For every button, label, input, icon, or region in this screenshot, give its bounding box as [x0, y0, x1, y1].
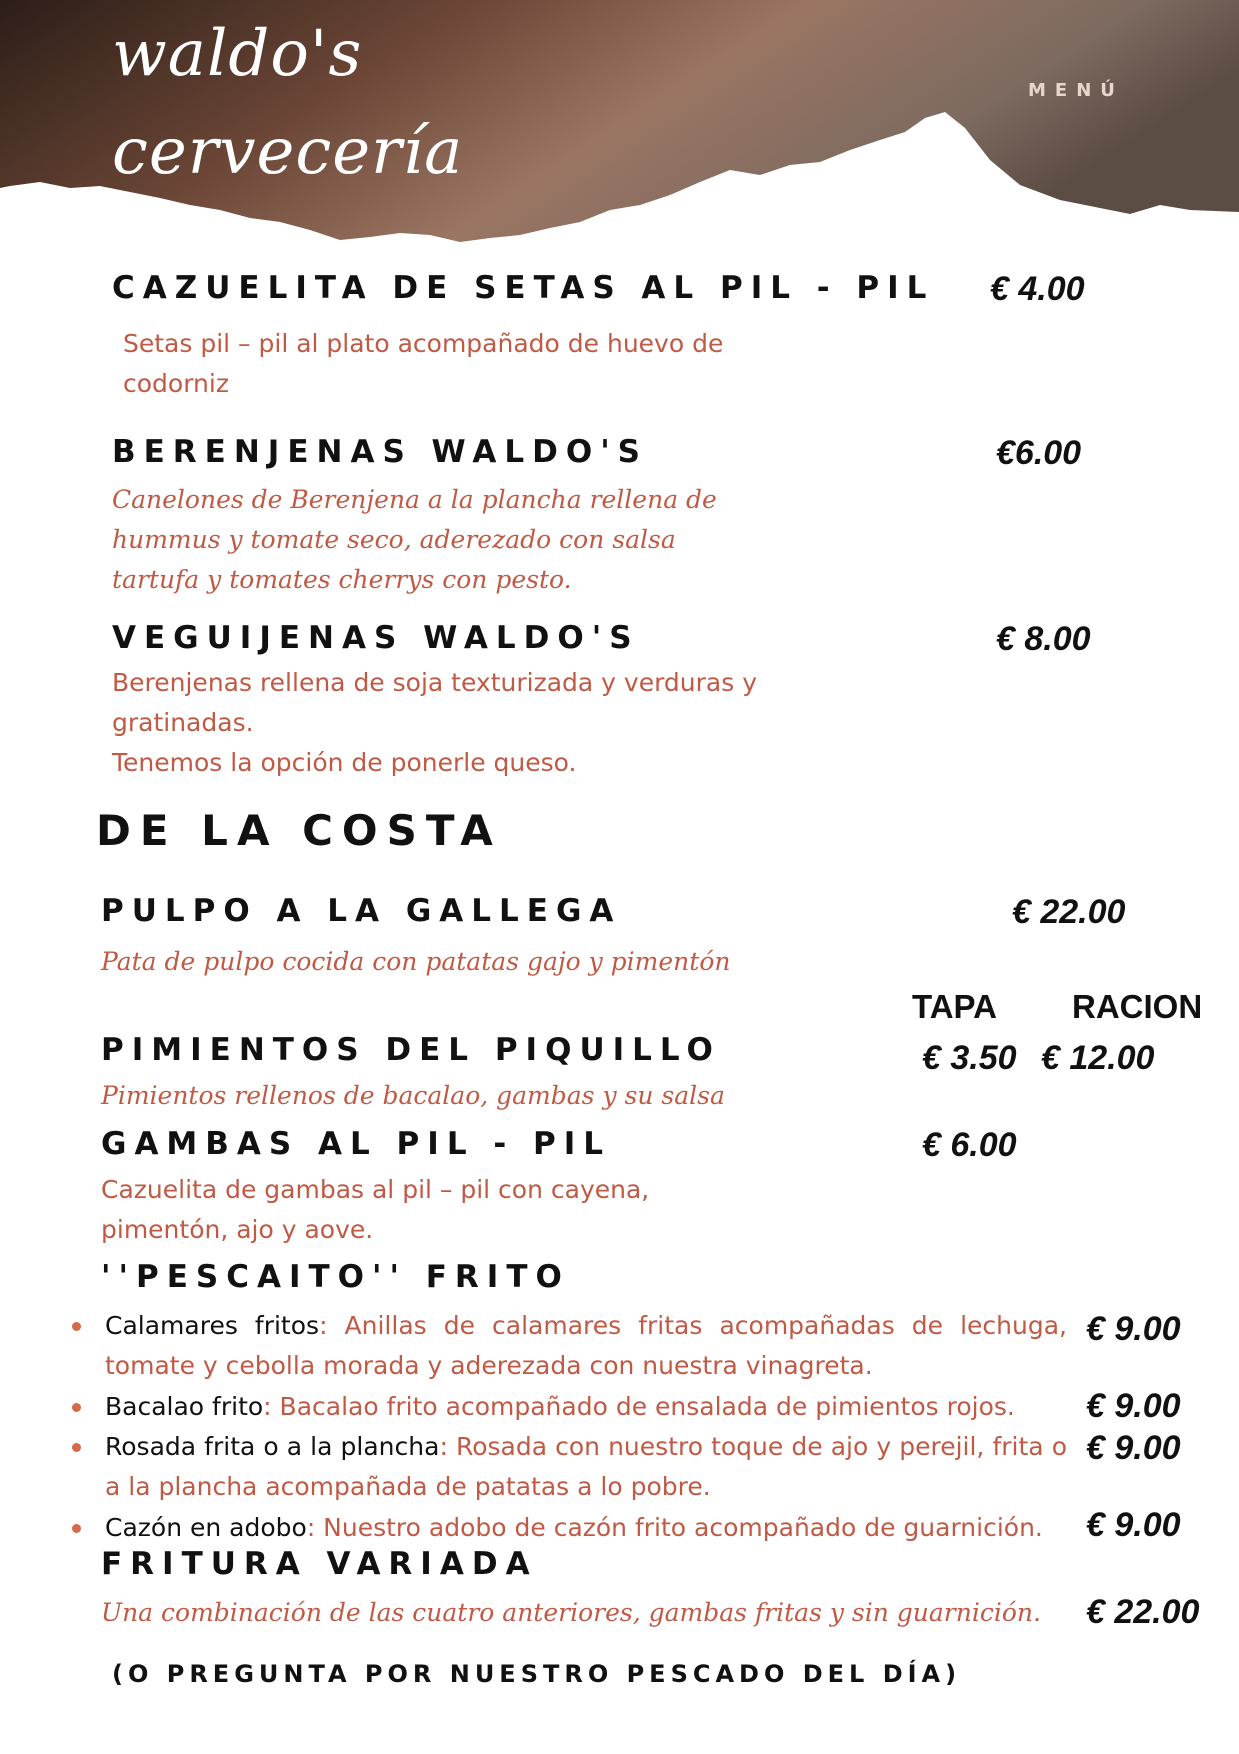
- list-item: [72, 1427, 1067, 1507]
- section-title-pescaito: ''PESCAITO'' FRITO: [101, 1259, 570, 1295]
- bullet-icon: [72, 1524, 81, 1533]
- item-desc-berenjenas: [112, 480, 717, 600]
- list-item-name: Cazón en adobo: [105, 1513, 307, 1542]
- list-item-desc: : Nuestro adobo de cazón frito acompañado de guarnición.: [306, 1513, 1043, 1542]
- item-title-cazuelita: CAZUELITA DE SETAS AL PIL - PIL: [112, 270, 935, 306]
- item-desc-veguijenas: [112, 663, 757, 783]
- item-title-berenjenas: BERENJENAS WALDO'S: [112, 434, 649, 470]
- item-title-fritura: FRITURA VARIADA: [101, 1546, 538, 1582]
- desc-line: tartufa y tomates cherrys con pesto.: [112, 565, 572, 594]
- item-title-pimientos: PIMIENTOS DEL PIQUILLO: [101, 1032, 721, 1068]
- column-header-racion: RACION: [1072, 988, 1203, 1025]
- item-title-gambas: GAMBAS AL PIL - PIL: [101, 1126, 612, 1162]
- brand-subtitle: cervecería: [112, 115, 464, 189]
- desc-line: Canelones de Berenjena a la plancha rellena de: [112, 485, 717, 514]
- list-item-name: Calamares fritos: [105, 1311, 320, 1340]
- brand-name: waldo's: [112, 17, 363, 91]
- item-desc-cazuelita: [123, 324, 723, 404]
- desc-line: Tenemos la opción de ponerle queso.: [112, 748, 577, 777]
- desc-line: Cazuelita de gambas al pil – pil con cayena,: [101, 1175, 650, 1204]
- section-title-costa: DE LA COSTA: [96, 806, 502, 855]
- desc-line: codorniz: [123, 369, 229, 398]
- menu-label: MENÚ: [1028, 80, 1124, 101]
- item-title-pulpo: PULPO A LA GALLEGA: [101, 893, 622, 929]
- desc-line: hummus y tomate seco, aderezado con salsa: [112, 525, 676, 554]
- item-price-gambas: € 6.00: [922, 1126, 1017, 1164]
- list-item-name: Rosada frita o a la plancha: [105, 1432, 440, 1461]
- item-price-fritura: € 22.00: [1086, 1593, 1200, 1631]
- list-item-desc: : Bacalao frito acompañado de ensalada de pimientos rojos.: [263, 1392, 1015, 1421]
- list-item-name: Bacalao frito: [105, 1392, 264, 1421]
- item-price-berenjenas: €6.00: [996, 434, 1082, 472]
- item-price-pulpo: € 22.00: [1012, 893, 1126, 931]
- list-item: [72, 1306, 1067, 1386]
- desc-line: Setas pil – pil al plato acompañado de huevo de: [123, 329, 724, 358]
- bullet-icon: [72, 1322, 81, 1331]
- item-price-pimientos-racion: € 12.00: [1041, 1039, 1155, 1077]
- list-item-price: € 9.00: [1086, 1429, 1181, 1467]
- item-price-cazuelita: € 4.00: [990, 270, 1085, 308]
- item-price-veguijenas: € 8.00: [996, 620, 1091, 658]
- list-item-price: € 9.00: [1086, 1387, 1181, 1425]
- item-title-veguijenas: VEGUIJENAS WALDO'S: [112, 620, 640, 656]
- desc-line: pimentón, ajo y aove.: [101, 1215, 374, 1244]
- header-banner: [0, 0, 1239, 260]
- footer-note: (O PREGUNTA POR NUESTRO PESCADO DEL DÍA): [112, 1660, 962, 1688]
- list-item-desc: : Anillas de calamares fritas acompañadas de lechuga, tomate y cebolla morada y aderezada con nuestra vinagreta.: [105, 1311, 1067, 1380]
- bullet-icon: [72, 1443, 81, 1452]
- item-price-pimientos-tapa: € 3.50: [922, 1039, 1017, 1077]
- list-item-price: € 9.00: [1086, 1506, 1181, 1544]
- item-desc-fritura: Una combinación de las cuatro anteriores, gambas fritas y sin guarnición.: [101, 1598, 1041, 1627]
- list-item-desc: : Rosada con nuestro toque de ajo y perejil, frita o a la plancha acompañada de patatas a lo pobre.: [105, 1432, 1067, 1501]
- item-desc-pulpo: Pata de pulpo cocida con patatas gajo y pimentón: [101, 947, 731, 976]
- desc-line: gratinadas.: [112, 708, 254, 737]
- desc-line: Berenjenas rellena de soja texturizada y verduras y: [112, 668, 757, 697]
- list-item: [72, 1387, 1067, 1427]
- item-desc-gambas: [101, 1170, 649, 1250]
- bullet-icon: [72, 1403, 81, 1412]
- item-desc-pimientos: Pimientos rellenos de bacalao, gambas y su salsa: [101, 1081, 725, 1110]
- list-item-price: € 9.00: [1086, 1310, 1181, 1348]
- list-item: [72, 1508, 1067, 1548]
- column-header-tapa: TAPA: [912, 988, 997, 1025]
